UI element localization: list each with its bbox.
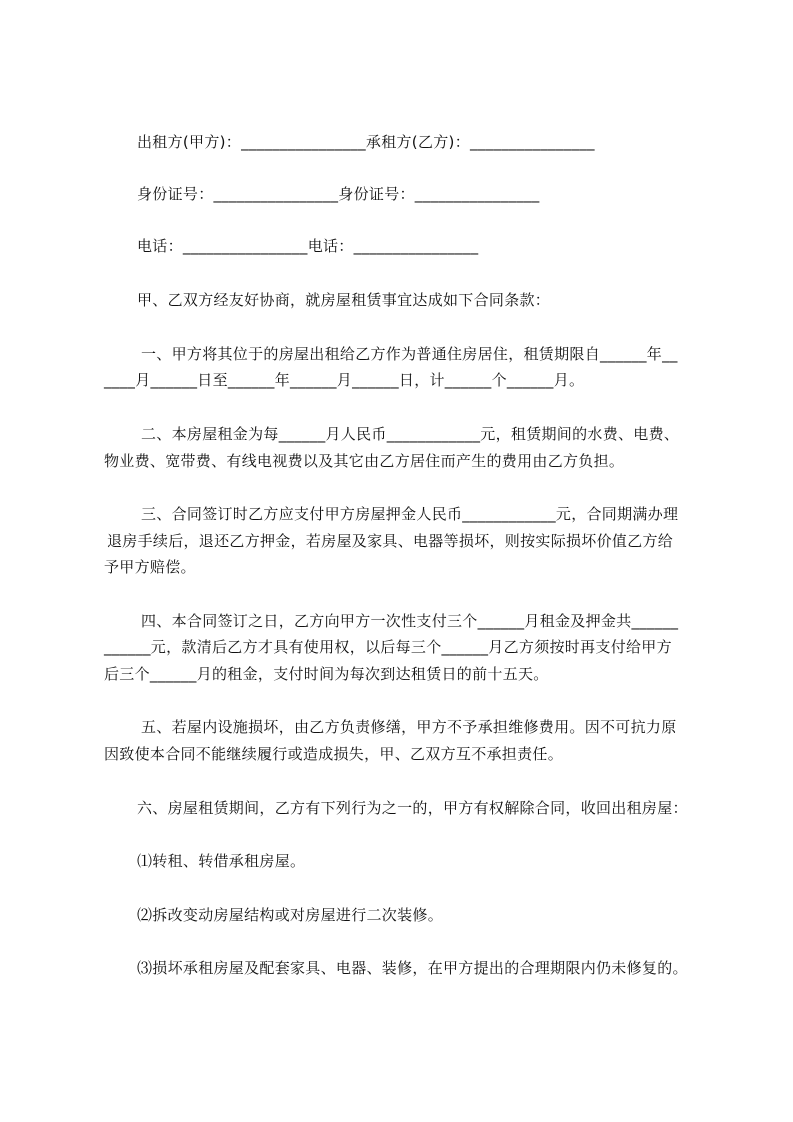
clause-6-line-1: 六、房屋租赁期间，乙方有下列行为之一的，甲方有权解除合同，收回出租房屋： [137, 799, 688, 817]
clause-4-line-3: 后三个______月的租金，支付时间为每次到达租赁日的前十五天。 [104, 665, 549, 683]
clause-5-line-1: 五、若屋内设施损坏，由乙方负责修缮，甲方不予承担维修费用。因不可抗力原 [141, 718, 677, 736]
clause-4-line-1: 四、本合同签订之日，乙方向甲方一次性支付三个______月租金及押金共______ [141, 612, 679, 630]
clause-5-line-2: 因致使本合同不能继续履行或造成损失，甲、乙双方互不承担责任。 [104, 745, 564, 763]
intro-line: 甲、乙双方经友好协商，就房屋租赁事宜达成如下合同条款： [137, 291, 551, 309]
clause-4-line-2: ______元，款清后乙方才具有使用权，以后每三个______月乙方须按时再支付给甲方 [104, 638, 672, 656]
clause-3-line-2: 退房手续后，退还乙方押金，若房屋及家具、电器等损坏，则按实际损坏价值乙方给 [107, 532, 674, 550]
clause-1-line-2: ____月______日至______年______月______日，计______个______月。 [104, 371, 585, 389]
clause-2-line-1: 二、本房屋租金为每______月人民币____________元，租赁期间的水费、电费、 [141, 425, 680, 443]
clause-2-line-2: 物业费、宽带费、有线电视费以及其它由乙方居住而产生的费用由乙方负担。 [104, 452, 625, 470]
clause-6-item-3: ⑶损坏承租房屋及配套家具、电器、装修，在甲方提出的合理期限内仍未修复的。 [137, 959, 688, 977]
party-a-b-line: 出租方(甲方)：________________承租方(乙方)：________________ [137, 133, 595, 151]
clause-6-item-1: ⑴转租、转借承租房屋。 [137, 852, 306, 870]
clause-3-line-1: 三、合同签订时乙方应支付甲方房屋押金人民币____________元，合同期满办理 [141, 505, 679, 523]
clause-3-line-3: 予甲方赔偿。 [104, 558, 196, 576]
id-number-line: 身份证号：________________身份证号：________________ [137, 185, 540, 203]
clause-1-line-1: 一、甲方将其位于的房屋出租给乙方作为普通住房居住，租赁期限自______年__ [141, 345, 678, 363]
phone-line: 电话：________________电话：________________ [137, 237, 479, 255]
clause-6-item-2: ⑵拆改变动房屋结构或对房屋进行二次装修。 [137, 906, 444, 924]
